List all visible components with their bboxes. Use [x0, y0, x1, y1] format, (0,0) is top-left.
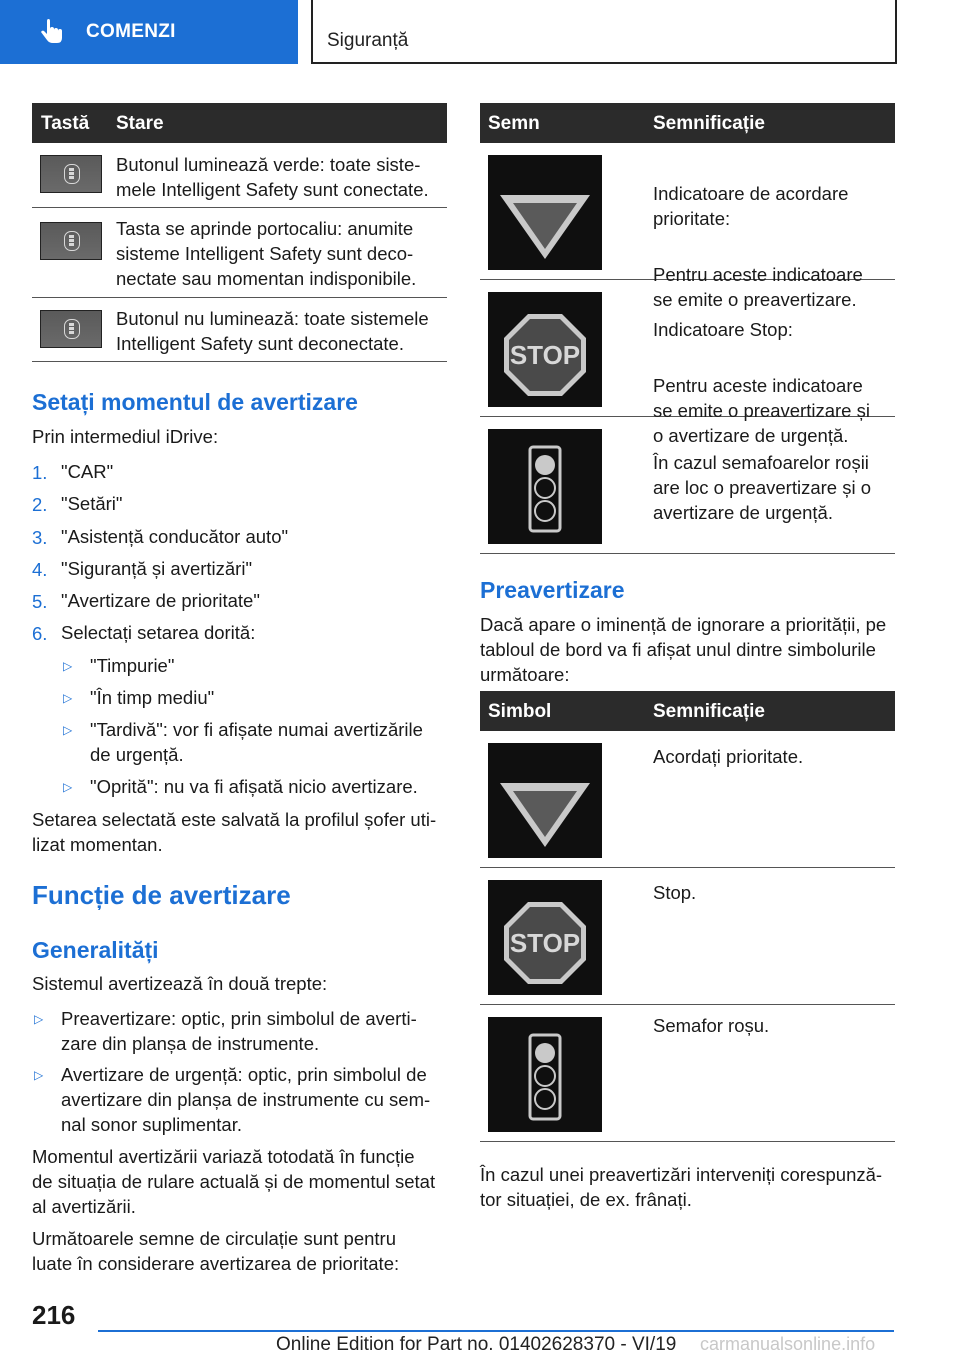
meaning-line: În cazul semafoarelor roșii are loc o preavertizare și o avertizare de urgență. [653, 452, 871, 523]
sign-meaning [653, 425, 893, 556]
bullet-text: Preavertizare: optic, prin simbolul de averti- zare din planșa de instrumente. [61, 1008, 417, 1054]
symbols-table [480, 691, 895, 1142]
option-text: "Tardivă": vor fi afișate numai avertizările de urgență. [90, 719, 423, 765]
general-intro: Sistemul avertizează în două trepte: [32, 973, 328, 994]
step-text: Selectați setarea dorită: [61, 622, 256, 643]
col-meaning: Semnificație [653, 701, 765, 722]
meaning-line: Pentru aceste indicatoare se emite o preavertizare și o avertizare de urgență. [653, 375, 870, 446]
col-state: Stare [116, 113, 164, 134]
step-number: 3. [32, 527, 48, 548]
hand-pointer-icon [38, 18, 66, 46]
col-symbol: Simbol [488, 701, 552, 722]
traffic-light-icon [488, 1017, 602, 1132]
col-key: Tastă [41, 113, 90, 134]
symbol-meaning: Acordați prioritate. [653, 746, 804, 767]
prewarning-text: Dacă apare o iminență de ignorare a priorității, pe tabloul de bord va fi afișat unul dintre simbolurile următoare: [480, 614, 887, 685]
step-text: "Avertizare de prioritate" [61, 590, 260, 611]
state-table-header [32, 103, 447, 143]
col-meaning: Semnificație [653, 113, 765, 134]
section-label: COMENZI [86, 21, 176, 42]
state-table [32, 103, 447, 362]
state-text: Butonul luminează verde: toate siste- mele Intelligent Safety sunt conectate. [116, 154, 429, 200]
table-row [480, 143, 895, 310]
option-text: "Timpurie" [90, 655, 175, 676]
bullet-triangle-icon: ▷ [63, 723, 73, 737]
warning-function-heading: Funcție de avertizare [32, 880, 291, 910]
symbols-table-header [480, 691, 895, 731]
state-text: Tasta se aprinde portocaliu: anumite sisteme Intelligent Safety sunt deco- nectate sau momentan indisponibile. [116, 218, 417, 289]
warning-paragraph: Următoarele semne de circulație sunt pentru luate în considerare avertizarea de prioritate: [32, 1228, 400, 1274]
bullet-triangle-icon: ▷ [34, 1068, 44, 1082]
intelligent-safety-button-icon [40, 310, 102, 348]
state-text: Butonul nu luminează: toate sistemele Intelligent Safety sunt deconectate. [116, 308, 429, 354]
stop-sign-text: STOP [509, 340, 581, 370]
general-heading: Generalități [32, 937, 159, 963]
table-row [480, 868, 895, 1005]
stop-sign-text: STOP [509, 928, 581, 958]
footer-divider [98, 1330, 894, 1332]
step-text: "Asistență conducător auto" [61, 526, 289, 547]
meaning-line: Indicatoare de acordare prioritate: [653, 183, 849, 229]
footer-edition: Online Edition for Part no. 01402628370 - VI/19 [276, 1334, 677, 1355]
step-text: "Setări" [61, 493, 123, 514]
option-text: "În timp mediu" [90, 687, 215, 708]
step-number: 6. [32, 623, 48, 644]
table-row [32, 208, 447, 298]
section-tab[interactable] [0, 0, 298, 64]
set-warning-intro: Prin intermediul iDrive: [32, 426, 219, 447]
symbol-meaning: Semafor roșu. [653, 1015, 770, 1036]
step-number: 5. [32, 591, 48, 612]
bullet-text: Avertizare de urgență: optic, prin simbolul de avertizare din planșa de instrumente cu sem- nal sonor suplimentar. [61, 1064, 431, 1135]
breadcrumb [311, 0, 897, 64]
signs-table [480, 103, 895, 554]
meaning-line: Indicatoare Stop: [653, 319, 793, 340]
table-row [480, 731, 895, 868]
step-number: 4. [32, 559, 48, 580]
intelligent-safety-button-icon [40, 222, 102, 260]
signs-table-header [480, 103, 895, 143]
meaning-line: Pentru aceste indicatoare se emite o preavertizare. [653, 264, 863, 310]
closing-text: În cazul unei preavertizări interveniți corespunză- tor situației, de ex. frânați. [480, 1164, 883, 1210]
yield-sign-icon [488, 155, 602, 270]
table-row [480, 1005, 895, 1142]
watermark: carmanualsonline.info [700, 1334, 876, 1354]
page-number: 216 [32, 1300, 76, 1330]
option-text: "Oprită": nu va fi afișată nicio avertizare. [90, 776, 418, 797]
step-text: "Siguranță și avertizări" [61, 558, 253, 579]
set-warning-heading: Setați momentul de avertizare [32, 389, 358, 415]
col-sign: Semn [488, 113, 540, 134]
yield-sign-icon [488, 743, 602, 858]
step-text: "CAR" [61, 461, 114, 482]
step-number: 1. [32, 462, 48, 483]
table-row [32, 143, 447, 208]
table-row [480, 280, 895, 446]
table-row [32, 298, 447, 362]
bullet-triangle-icon: ▷ [63, 691, 73, 705]
prewarning-heading: Preavertizare [480, 577, 625, 603]
step-number: 2. [32, 494, 48, 515]
stop-sign-icon [488, 880, 602, 995]
bullet-triangle-icon: ▷ [63, 659, 73, 673]
intelligent-safety-button-icon [40, 155, 102, 193]
breadcrumb-label: Siguranță [327, 30, 409, 51]
traffic-light-icon [488, 429, 602, 544]
stop-sign-icon [488, 292, 602, 407]
table-row [480, 417, 895, 554]
warning-paragraph: Momentul avertizării variază totodată în funcție de situația de rulare actuală și de momentul setat al avertizării. [32, 1146, 436, 1217]
bullet-triangle-icon: ▷ [63, 780, 73, 794]
set-warning-note: Setarea selectată este salvată la profilul șofer uti- lizat momentan. [32, 809, 437, 855]
symbol-meaning: Stop. [653, 882, 697, 903]
bullet-triangle-icon: ▷ [34, 1012, 44, 1026]
